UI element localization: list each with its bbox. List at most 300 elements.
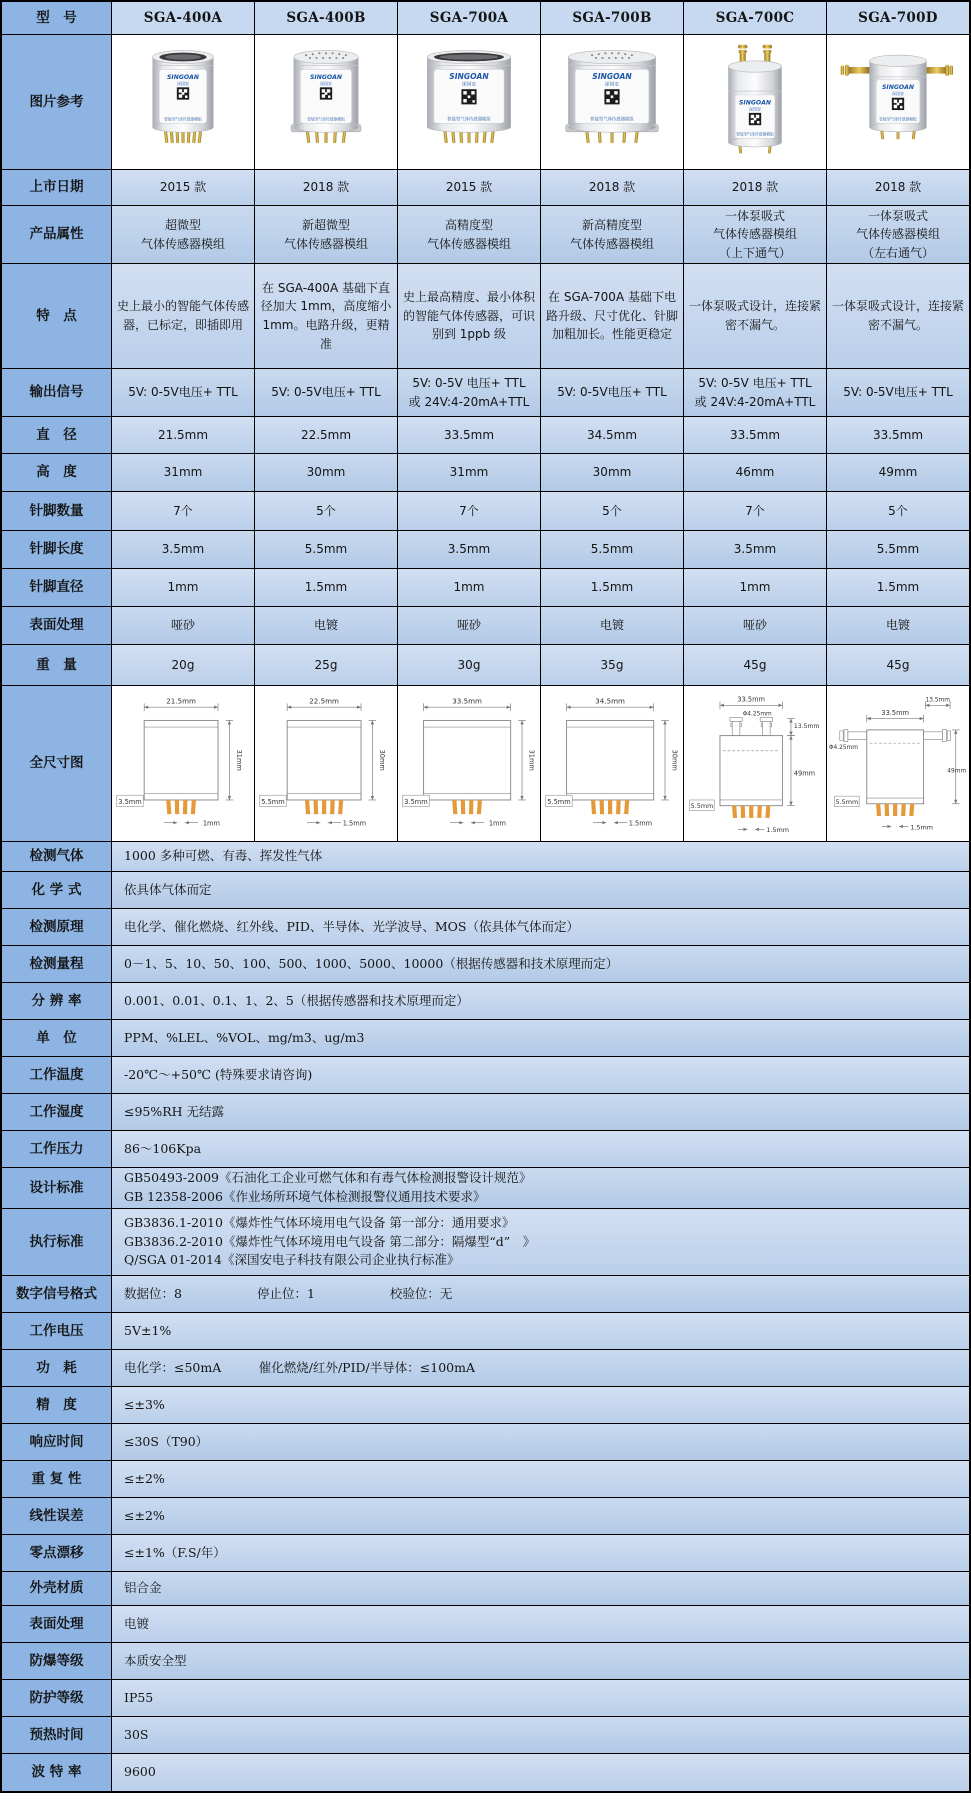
spec-value — [112, 1094, 969, 1130]
diagram-pin — [469, 799, 473, 813]
qr-code-icon — [320, 87, 332, 99]
spec-value-line: 5个 — [888, 503, 908, 518]
spec-value-line: 2018 款 — [731, 180, 779, 195]
qr-code-icon — [892, 98, 904, 110]
dimension-diagram-cell — [541, 686, 684, 841]
spec-value — [112, 1754, 969, 1791]
diagram-pin — [338, 799, 343, 813]
diagram-pin — [732, 805, 737, 818]
dimension-label: 5.5mm — [835, 797, 859, 806]
dimension-label: 1.5mm — [766, 825, 790, 834]
row-label: 产品属性 — [2, 206, 112, 263]
sensor-pin — [342, 131, 347, 144]
sensor-pin — [467, 131, 470, 143]
spec-value — [398, 454, 541, 491]
spec-value-line: 2015 款 — [159, 180, 207, 195]
dimension-label: 3.5mm — [118, 797, 142, 806]
spec-value — [112, 369, 255, 416]
spec-value-line: PPM、%LEL、%VOL、mg/m3、ug/m3 — [124, 1029, 365, 1045]
spec-value-line: GB 12358-2006《作业场所环境气体检测报警仪通用技术要求》 — [124, 1189, 486, 1204]
dimension-label: 21.5mm — [166, 695, 196, 705]
dimension-diagram-cell — [827, 686, 969, 841]
spec-value — [684, 569, 827, 606]
spec-value-line: GB3836.1-2010《爆炸性气体环境用电气设备 第一部分：通用要求》 — [124, 1214, 515, 1230]
spec-value — [112, 1057, 969, 1093]
spec-value — [112, 206, 255, 263]
dimension-label: 1.5mm — [910, 822, 934, 831]
sensor-pin — [176, 131, 180, 143]
spec-value — [255, 645, 398, 685]
sensor-pin — [490, 131, 495, 144]
spec-value — [112, 1209, 969, 1275]
product-photo — [398, 38, 540, 166]
spec-value-line: 史上最高精度、最小体积的智能气体传感器，可识别到 1ppb 级 — [403, 290, 536, 342]
sensor-pin — [451, 131, 455, 144]
spec-value — [398, 170, 541, 205]
spec-value-line: 在 SGA-400A 基础下直径加大 1mm，高度缩小 1mm。电路升级，更精准 — [260, 280, 392, 351]
caption-text: 智能型气体传感器模组 — [164, 116, 202, 122]
dimension-label: 33.5mm — [737, 695, 766, 704]
spec-value-line: 30S — [124, 1726, 149, 1742]
row-label: 分 辨 率 — [2, 983, 112, 1019]
spec-value — [541, 369, 684, 416]
spec-value — [541, 492, 684, 530]
spec-value-line: 33.5mm — [872, 427, 924, 442]
qr-code-icon — [177, 87, 189, 99]
spec-value — [112, 645, 255, 685]
spec-value — [827, 170, 969, 205]
diagram-pin — [191, 799, 196, 813]
sensor-pin — [315, 131, 319, 143]
diagram-pin — [901, 803, 906, 815]
dimension-diagram-cell — [684, 686, 827, 841]
sensor-pin — [333, 131, 337, 143]
dimension-diagram — [112, 690, 254, 838]
spec-value — [541, 607, 684, 644]
spec-value — [398, 531, 541, 568]
table-row — [2, 454, 969, 492]
dimension-diagram — [827, 690, 969, 838]
diagram-pin — [452, 799, 457, 813]
row-label: 响应时间 — [2, 1424, 112, 1460]
row-label: 功 耗 — [2, 1350, 112, 1386]
spec-value — [255, 264, 398, 368]
product-photo-cell — [541, 35, 684, 169]
table-row — [2, 35, 969, 170]
spec-value — [112, 569, 255, 606]
spec-value-line: 1.5mm — [590, 580, 634, 595]
spec-value-line: 3.5mm — [161, 542, 205, 557]
dimension-label: 31mm — [527, 749, 536, 771]
spec-value — [112, 1168, 969, 1208]
spec-value-line: 34.5mm — [586, 427, 638, 442]
spec-value-line: ≤±2% — [124, 1507, 165, 1523]
spec-value-line: 5V: 0-5V电压+ TTL — [843, 385, 953, 400]
spec-value-line: 5.5mm — [876, 542, 920, 557]
hose-barb-fitting — [841, 65, 870, 76]
sensor-pin — [459, 131, 463, 143]
spec-value-line: 一体泵吸式设计，连接紧密不漏气。 — [832, 299, 965, 332]
row-label: 表面处理 — [2, 607, 112, 644]
spec-value — [827, 454, 969, 491]
spec-value-line: 一体泵吸式 — [867, 208, 928, 223]
row-label: 工作湿度 — [2, 1094, 112, 1130]
model-row-label: 型 号 — [2, 2, 112, 34]
model-column-header: SGA-400A — [112, 2, 255, 34]
spec-value-line: 20g — [171, 657, 195, 672]
dimension-label: 1.5mm — [628, 819, 653, 828]
table-row — [2, 2, 969, 35]
spec-value-line: 5V: 0-5V电压+ TTL — [128, 385, 238, 400]
spec-value — [684, 369, 827, 416]
spec-value — [255, 492, 398, 530]
product-photo-cell — [398, 35, 541, 169]
spec-value-line: 2018 款 — [302, 180, 350, 195]
row-label: 防护等级 — [2, 1680, 112, 1716]
model-column-header: SGA-700A — [398, 2, 541, 34]
row-label: 全尺寸图 — [2, 686, 112, 841]
spec-value — [684, 607, 827, 644]
spec-value-line: ≤±1%（F.S/年） — [124, 1544, 226, 1560]
spec-value-line: 0－1、5、10、50、100、500、1000、5000、10000（根据传感器和技术原理而定） — [124, 955, 619, 971]
spec-value-line: 0.001、0.01、0.1、1、2、5（根据传感器和技术原理而定） — [124, 992, 469, 1008]
spec-value — [684, 264, 827, 368]
spec-value-line: 5V±1% — [124, 1322, 172, 1338]
spec-value — [255, 531, 398, 568]
diagram-pin — [765, 805, 770, 818]
table-row — [2, 264, 969, 369]
spec-value — [112, 264, 255, 368]
spec-value-line: 3.5mm — [733, 542, 777, 557]
spec-value — [541, 206, 684, 263]
table-row — [2, 1535, 969, 1572]
table-row — [2, 946, 969, 983]
table-row — [2, 1461, 969, 1498]
diagram-pin — [183, 799, 187, 813]
spec-value-line: 5V: 0-5V 电压+ TTL — [412, 375, 526, 390]
spec-value — [684, 417, 827, 453]
row-label: 重 量 — [2, 645, 112, 685]
spec-value-line: 31mm — [163, 465, 203, 480]
spec-value — [398, 264, 541, 368]
diagram-pin — [175, 799, 179, 813]
brand-text: SINGOAN — [449, 71, 489, 81]
diagram-pin — [166, 799, 171, 813]
spec-value — [112, 454, 255, 491]
model-column-header: SGA-700B — [541, 2, 684, 34]
table-row — [2, 872, 969, 909]
spec-value-line: 气体传感器模组 — [569, 236, 654, 251]
table-row — [2, 1606, 969, 1643]
spec-value — [827, 417, 969, 453]
spec-value-line: 33.5mm — [443, 427, 495, 442]
dimension-diagram — [541, 690, 683, 838]
spec-value — [827, 264, 969, 368]
spec-value-line: 1.5mm — [304, 580, 348, 595]
row-label: 外壳材质 — [2, 1572, 112, 1605]
diagram-pin — [893, 803, 897, 815]
spec-value — [398, 645, 541, 685]
spec-value — [255, 170, 398, 205]
dimension-label: 30mm — [670, 749, 679, 771]
spec-value-line: 30mm — [306, 465, 346, 480]
spec-value-line: 21.5mm — [157, 427, 209, 442]
sensor-pin — [622, 131, 626, 143]
dimension-diagram-cell — [398, 686, 541, 841]
spec-value-line: 气体传感器模组 — [140, 236, 225, 251]
diagram-pin — [322, 799, 326, 813]
table-row — [2, 531, 969, 569]
product-photo-cell — [255, 35, 398, 169]
spec-value-line: 49mm — [878, 465, 918, 480]
spec-value — [398, 492, 541, 530]
row-label: 针脚数量 — [2, 492, 112, 530]
sensor-pin — [181, 131, 184, 143]
spec-value — [398, 206, 541, 263]
spec-value-line: 46mm — [735, 465, 775, 480]
row-label: 工作压力 — [2, 1131, 112, 1167]
spec-value — [541, 569, 684, 606]
brand-text: SINGOAN — [882, 84, 914, 92]
table-row — [2, 1209, 969, 1276]
spec-value-line: 2015 款 — [445, 180, 493, 195]
table-row — [2, 1057, 969, 1094]
product-photo-cell — [684, 35, 827, 169]
brand-text: SINGOAN — [310, 73, 342, 81]
spec-value — [112, 417, 255, 453]
table-row — [2, 983, 969, 1020]
spec-value — [112, 909, 969, 945]
spec-value — [541, 417, 684, 453]
row-label: 检测原理 — [2, 909, 112, 945]
sensor-pin — [198, 131, 203, 144]
spec-value — [541, 170, 684, 205]
product-photo-cell — [112, 35, 255, 169]
brand-sub-text: 深国安 — [319, 80, 333, 86]
row-label: 线性误差 — [2, 1498, 112, 1534]
table-row — [2, 909, 969, 946]
spec-value-line: ≤95%RH 无结露 — [124, 1103, 225, 1119]
hose-barb-fitting — [926, 65, 953, 76]
spec-value — [112, 1387, 969, 1423]
caption-text: 智能型气体传感器模组 — [590, 117, 634, 123]
spec-value-line: 1mm — [167, 580, 199, 595]
spec-value — [684, 492, 827, 530]
spec-value-line: 或 24V:4-20mA+TTL — [694, 394, 816, 409]
table-row — [2, 1572, 969, 1606]
spec-value — [827, 369, 969, 416]
spec-value-line: 铝合金 — [124, 1580, 162, 1596]
spec-value — [541, 645, 684, 685]
dimension-label: 5.5mm — [261, 797, 285, 806]
spec-value-line: 22.5mm — [300, 427, 352, 442]
spec-value-line: 电镀 — [313, 618, 338, 633]
spec-value — [255, 607, 398, 644]
sensor-pin — [192, 131, 196, 144]
spec-value — [255, 569, 398, 606]
spec-value-line: ≤±2% — [124, 1470, 165, 1486]
table-row — [2, 170, 969, 206]
qr-code-icon — [604, 89, 619, 104]
dimension-label: Φ4.25mm — [742, 711, 772, 718]
table-row — [2, 1276, 969, 1313]
spec-value-line: 电镀 — [599, 618, 624, 633]
spec-value-line: GB50493-2009《石油化工企业可燃气体和有毒气体检测报警设计规范》 — [124, 1170, 532, 1186]
spec-value — [112, 872, 969, 908]
row-label: 高 度 — [2, 454, 112, 491]
spec-value-line: 3.5mm — [447, 542, 491, 557]
product-photo — [827, 38, 969, 166]
row-label: 检测气体 — [2, 842, 112, 871]
brand-text: SINGOAN — [739, 99, 771, 107]
spec-value-line: 哑砂 — [742, 618, 767, 633]
product-photo-cell — [827, 35, 969, 169]
spec-value-line: 一体泵吸式 — [724, 208, 785, 223]
dimension-label: 5.5mm — [547, 797, 571, 806]
spec-value-line: 35g — [600, 657, 624, 672]
spec-value — [398, 417, 541, 453]
diagram-pin — [591, 799, 596, 813]
spec-value — [684, 170, 827, 205]
spec-value-line: 气体传感器模组 — [712, 227, 797, 242]
product-photo — [684, 38, 826, 166]
table-row — [2, 1168, 969, 1209]
row-label: 精 度 — [2, 1387, 112, 1423]
spec-value — [684, 645, 827, 685]
spec-value — [827, 569, 969, 606]
product-photo — [541, 38, 683, 166]
brand-sub-text: 深国安 — [748, 106, 762, 112]
dimension-diagram-cell — [255, 686, 398, 841]
spec-value-line: 31mm — [449, 465, 489, 480]
dimension-label: 30mm — [377, 749, 386, 771]
diagram-pin — [876, 803, 881, 816]
dimension-label: 49mm — [793, 768, 816, 777]
caption-text: 智能型气体传感器模组 — [736, 131, 774, 137]
product-photo — [112, 38, 254, 166]
row-label: 表面处理 — [2, 1606, 112, 1642]
sensor-pin — [634, 131, 639, 144]
spec-value-line: 电镀 — [885, 618, 910, 633]
diagram-pin — [909, 803, 914, 816]
diagram-pin — [600, 799, 605, 813]
row-label: 工作电压 — [2, 1313, 112, 1349]
spec-value — [541, 531, 684, 568]
spec-value — [112, 1276, 969, 1312]
spec-value — [112, 1606, 969, 1642]
spec-value — [112, 1020, 969, 1056]
table-row — [2, 492, 969, 531]
diagram-pin — [608, 799, 612, 813]
spec-value-line: GB3836.2-2010《爆炸性气体环境用电气设备 第二部分：隔爆型“d” 》 — [124, 1233, 536, 1249]
dimension-label: 22.5mm — [309, 695, 339, 705]
qr-code-icon — [461, 89, 476, 104]
spec-value — [112, 1350, 969, 1386]
table-row — [2, 1131, 969, 1168]
table-row — [2, 1094, 969, 1131]
spec-value-line: 9600 — [124, 1764, 156, 1780]
spec-value-line: 本质安全型 — [124, 1652, 187, 1668]
spec-value — [398, 607, 541, 644]
row-label: 直 径 — [2, 417, 112, 453]
dimension-diagram-cell — [112, 686, 255, 841]
dimension-diagram — [684, 690, 826, 838]
row-label: 输出信号 — [2, 369, 112, 416]
spec-value — [827, 531, 969, 568]
sensor-pin — [598, 131, 602, 143]
row-label: 数字信号格式 — [2, 1276, 112, 1312]
dimension-label: 1mm — [488, 819, 506, 828]
diagram-pin — [477, 799, 482, 813]
table-row — [2, 1020, 969, 1057]
table-row — [2, 369, 969, 417]
table-row — [2, 1424, 969, 1461]
spec-value-line: IP55 — [124, 1689, 154, 1705]
sensor-pin — [164, 131, 169, 144]
diagram-pin — [885, 803, 890, 815]
row-label: 工作温度 — [2, 1057, 112, 1093]
spec-value-line: 30mm — [592, 465, 632, 480]
brand-text: SINGOAN — [167, 73, 199, 81]
row-label: 检测量程 — [2, 946, 112, 982]
diagram-pin — [757, 805, 762, 817]
spec-value-line: 数据位：8 停止位：1 校验位：无 — [124, 1285, 453, 1301]
dimension-label: 3.5mm — [404, 797, 428, 806]
model-column-header: SGA-700C — [684, 2, 827, 34]
spec-value — [112, 1424, 969, 1460]
spec-value — [112, 170, 255, 205]
spec-value-line: 气体传感器模组 — [426, 236, 511, 251]
row-label: 上市日期 — [2, 170, 112, 205]
spec-value-line: 在 SGA-700A 基础下电路升级、尺寸优化、针脚加粗加长。性能更稳定 — [546, 290, 679, 342]
spec-value-line: 超微型 — [164, 217, 201, 232]
spec-value — [541, 264, 684, 368]
spec-value — [684, 454, 827, 491]
diagram-pin — [305, 799, 310, 813]
table-row — [2, 686, 969, 842]
spec-value — [112, 1680, 969, 1716]
sensor-pin — [306, 131, 311, 144]
spec-value — [112, 983, 969, 1019]
spec-value — [112, 1535, 969, 1571]
spec-value — [541, 454, 684, 491]
sensor-pin — [187, 131, 191, 143]
spec-value — [827, 492, 969, 530]
row-label: 特 点 — [2, 264, 112, 368]
row-label: 预热时间 — [2, 1717, 112, 1753]
spec-value — [255, 369, 398, 416]
spec-value — [112, 1131, 969, 1167]
spec-value — [398, 369, 541, 416]
spec-value — [112, 492, 255, 530]
spec-value-line: （上下通气） — [718, 245, 791, 260]
spec-value — [827, 645, 969, 685]
spec-value-line: 5个 — [602, 503, 622, 518]
caption-text: 智能型气体传感器模组 — [879, 116, 917, 122]
spec-value — [255, 417, 398, 453]
spec-value — [112, 1313, 969, 1349]
spec-value — [112, 607, 255, 644]
spec-value-line: 1.5mm — [876, 580, 920, 595]
dimension-label: 49mm — [947, 768, 967, 775]
sensor-pin — [585, 131, 590, 144]
sensor-pin — [483, 131, 487, 144]
table-row — [2, 645, 969, 686]
spec-value-line: 2018 款 — [874, 180, 922, 195]
sensor-pin — [610, 131, 613, 143]
model-column-header: SGA-700D — [827, 2, 969, 34]
spec-value — [112, 842, 969, 871]
